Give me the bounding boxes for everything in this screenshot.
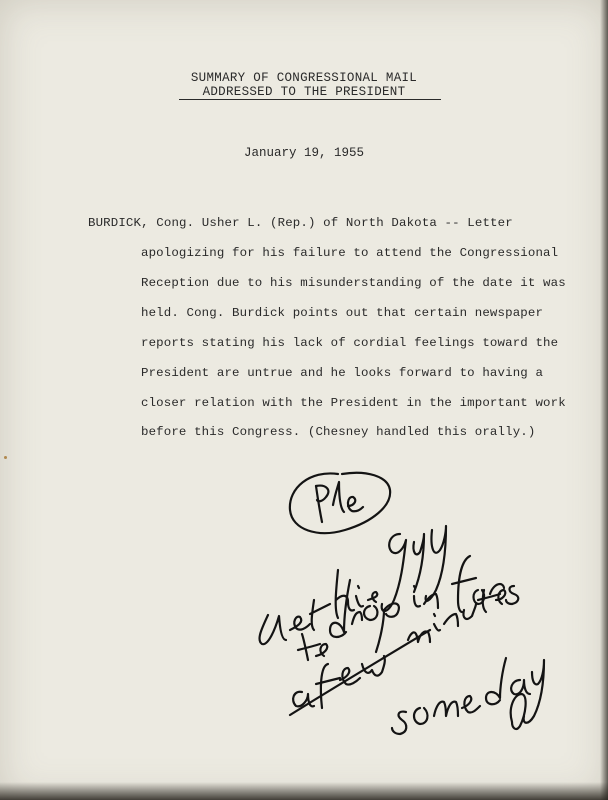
entry-line: held. Cong. Burdick points out that certain newspaper: [141, 306, 544, 320]
handwriting-line-1: [260, 526, 446, 644]
entry-line: Reception due to his misunderstanding of the date it was: [141, 276, 566, 290]
handwriting-line-4: [392, 658, 544, 734]
entry-line: BURDICK, Cong. Usher L. (Rep.) of North Dakota -- Letter: [88, 216, 513, 230]
entry-line: President are untrue and he looks forward to having a: [141, 366, 544, 380]
heading-underline: [179, 99, 441, 100]
memo-heading-line-2: ADDRESSED TO THE PRESIDENT: [202, 85, 406, 99]
handwriting-line-3: [290, 586, 518, 715]
entry-line: before this Congress. (Chesney handled this orally.): [141, 425, 536, 439]
circled-mark: [290, 473, 390, 533]
scan-edge-bottom: [0, 782, 608, 800]
handwriting-line-2: [298, 556, 504, 660]
entry-line: closer relation with the President in the important work: [141, 396, 566, 410]
entry-line: apologizing for his failure to attend the Congressional: [141, 246, 559, 260]
scan-edge-right: [600, 0, 608, 800]
memo-heading-line-1: SUMMARY OF CONGRESSIONAL MAIL: [190, 71, 418, 85]
handwritten-initial: [511, 694, 526, 729]
memo-date: January 19, 1955: [243, 146, 365, 160]
entry-line: reports stating his lack of cordial feelings toward the: [141, 336, 559, 350]
paper-stain: [4, 456, 7, 459]
